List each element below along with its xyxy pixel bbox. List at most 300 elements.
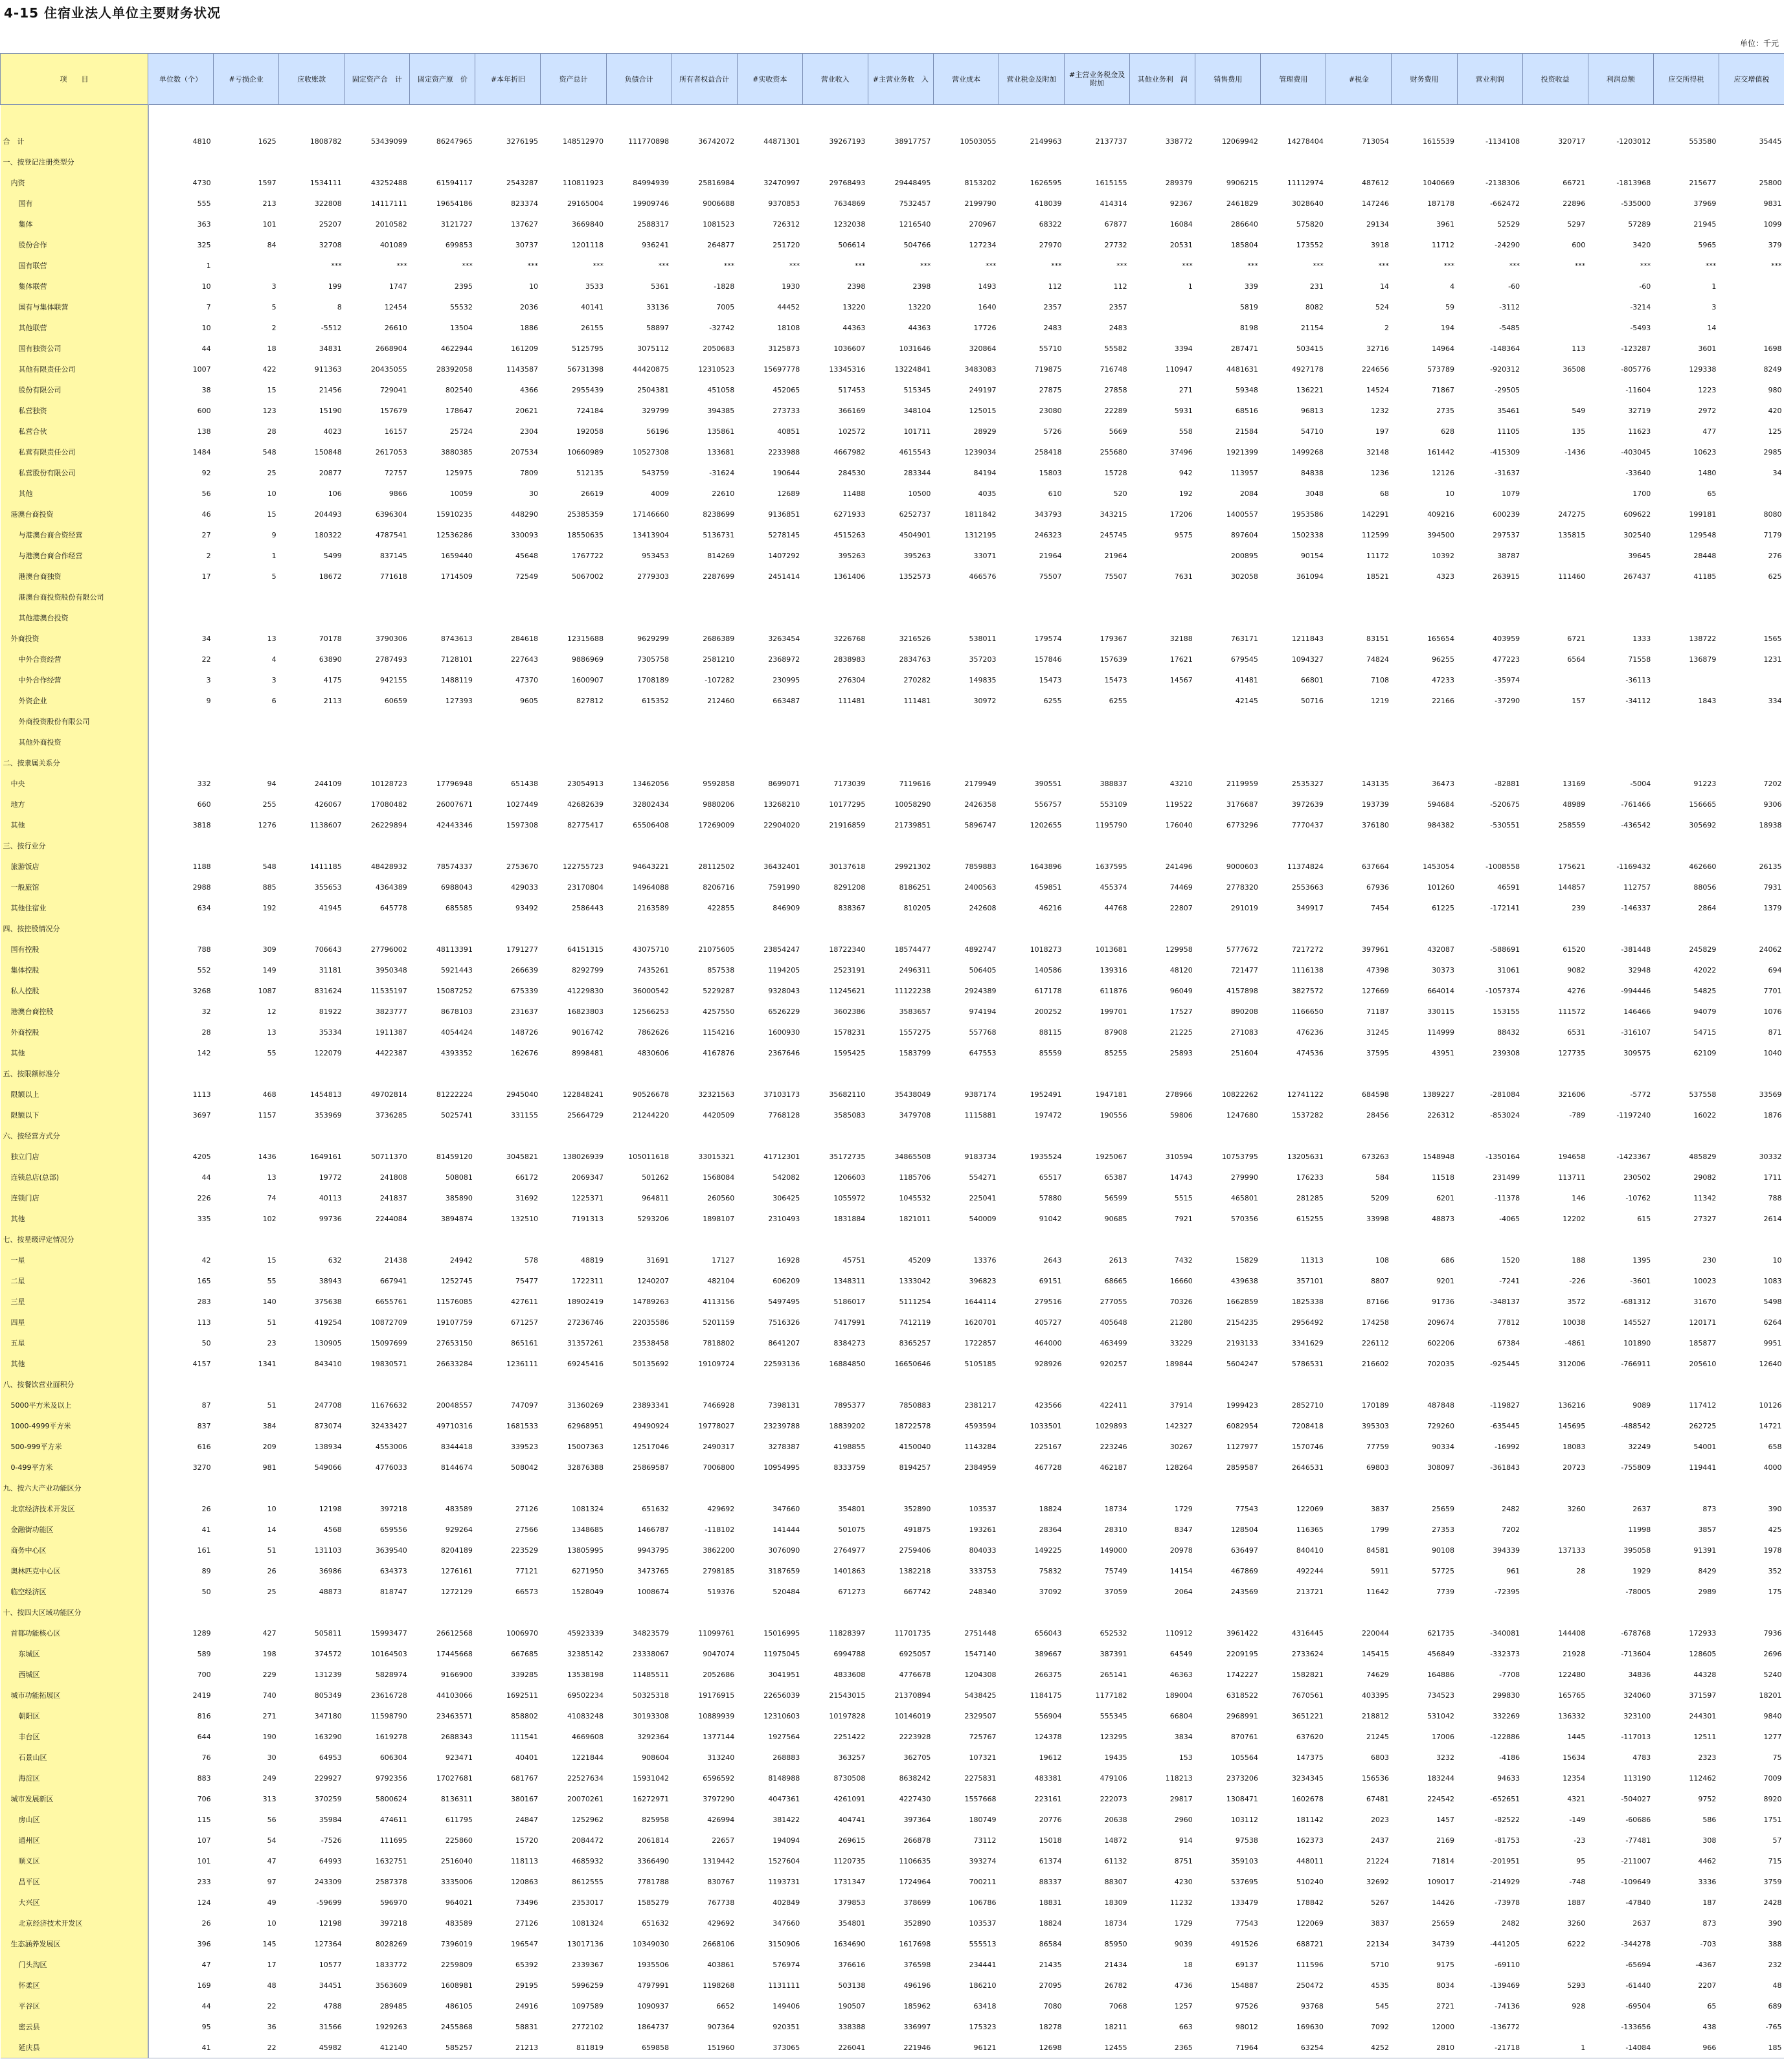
value-cell: 186210 [969, 1981, 997, 1990]
value-cell: 22035586 [633, 1318, 670, 1327]
value-cell: 22289 [1104, 406, 1127, 415]
value-cell: 1953586 [1291, 510, 1324, 519]
value-cell: 75 [1772, 1753, 1782, 1762]
value-cell: 332269 [1493, 1711, 1520, 1720]
value-cell: 242608 [969, 903, 997, 912]
value-cell: 266639 [510, 965, 538, 974]
value-cell: 9592858 [703, 779, 735, 788]
value-cell: 133479 [1230, 1898, 1258, 1907]
value-cell: 172933 [1689, 1628, 1717, 1638]
value-cell: 5996259 [572, 1981, 604, 1990]
value-cell: 50 [201, 1587, 211, 1596]
value-cell: 29195 [515, 1981, 538, 1990]
value-cell: 3234345 [1291, 1774, 1324, 1783]
value-cell: 21434 [1104, 1960, 1127, 1969]
value-cell: 549066 [314, 1463, 342, 1472]
value-cell: 99736 [319, 1214, 342, 1223]
value-cell: 524 [1375, 302, 1389, 311]
value-cell: -4065 [1499, 1214, 1520, 1223]
value-cell: 84581 [1366, 1546, 1389, 1555]
value-cell: 3041951 [768, 1670, 800, 1679]
value-cell: 165654 [1427, 634, 1455, 643]
value-cell: 16928 [777, 1256, 800, 1265]
value-cell: 50325318 [633, 1691, 670, 1700]
value-cell: 136332 [1558, 1711, 1586, 1720]
value-cell: 385890 [445, 1193, 473, 1202]
value-cell: 3669840 [572, 220, 604, 229]
value-cell: 823374 [510, 199, 538, 208]
value-cell: 397218 [379, 1504, 407, 1513]
row-label: 首都功能核心区 [1, 1623, 148, 1643]
value-cell [933, 1478, 999, 1498]
value-cell: 35438049 [894, 1090, 931, 1099]
value-cell [1261, 835, 1326, 856]
value-cell: 349917 [1296, 903, 1324, 912]
value-cell: 1272129 [440, 1587, 473, 1596]
value-cell: 10 [267, 489, 277, 498]
value-cell: 55 [267, 1276, 277, 1285]
value-cell: 3857 [1698, 1525, 1717, 1534]
value-cell [606, 607, 672, 628]
value-cell: 213721 [1296, 1587, 1324, 1596]
value-cell: 32 [201, 1007, 211, 1016]
value-cell [1130, 545, 1195, 566]
value-cell: 279990 [1230, 1173, 1258, 1182]
value-cell: 25 [267, 1587, 277, 1596]
value-cell: 28 [1576, 1566, 1586, 1575]
value-cell: 1831884 [833, 1214, 866, 1223]
empty-cell [410, 105, 475, 131]
value-cell: 36000542 [633, 986, 670, 995]
value-cell: 101 [197, 1856, 211, 1865]
value-cell: 34739 [1432, 1939, 1455, 1948]
value-cell: 68322 [1039, 220, 1062, 229]
value-cell: 15473 [1039, 675, 1062, 684]
value-cell: 149000 [1100, 1546, 1127, 1555]
value-cell: 1341 [258, 1359, 277, 1368]
value-cell: 273733 [773, 406, 800, 415]
value-cell [344, 1374, 410, 1395]
value-cell: 20621 [515, 406, 538, 415]
value-cell: 15697778 [763, 365, 800, 374]
value-cell: 611876 [1100, 986, 1127, 995]
value-cell [1130, 1478, 1195, 1498]
value-cell [606, 1602, 672, 1623]
value-cell: 22134 [1366, 1939, 1389, 1948]
value-cell: 246323 [1034, 530, 1062, 539]
value-cell: 190556 [1100, 1110, 1127, 1120]
value-cell: 2581210 [703, 655, 735, 664]
value-cell: 64993 [319, 1856, 342, 1865]
value-cell: 2613 [1109, 1256, 1127, 1265]
value-cell: 1927564 [768, 1732, 800, 1741]
value-cell [606, 752, 672, 773]
value-cell: 18722340 [829, 945, 866, 954]
value-cell [1653, 152, 1719, 172]
row-label: 七、按星级评定情况分 [1, 1229, 148, 1250]
table-row [1, 1913, 1784, 1933]
value-cell: 2084472 [572, 1836, 604, 1845]
value-cell: 33071 [973, 551, 997, 560]
table-row [1, 1623, 1784, 1643]
value-cell: -172141 [1490, 903, 1520, 912]
value-cell [1522, 483, 1588, 504]
value-cell [410, 732, 475, 752]
value-cell: 30972 [973, 696, 997, 705]
value-cell: 18839202 [829, 1421, 866, 1430]
value-cell: 14278404 [1287, 137, 1324, 146]
value-cell: 4 [271, 655, 277, 664]
table-row [1, 980, 1784, 1001]
table-row [1, 1167, 1784, 1188]
value-cell: 3232 [1436, 1753, 1455, 1762]
value-cell: 1 [271, 551, 277, 560]
value-cell: 802540 [445, 385, 473, 394]
value-cell [1130, 317, 1195, 338]
value-cell: 397218 [379, 1919, 407, 1928]
value-cell: 3 [271, 675, 277, 684]
value-cell: 179367 [1100, 634, 1127, 643]
table-row [1, 2037, 1784, 2058]
value-cell: -1813968 [1616, 178, 1651, 187]
value-cell [1195, 1374, 1261, 1395]
value-cell: 16823803 [567, 1007, 604, 1016]
value-cell: 7634869 [833, 199, 866, 208]
value-cell: 157 [1572, 696, 1586, 705]
value-cell [672, 732, 737, 752]
value-cell: 388837 [1100, 779, 1127, 788]
value-cell: 189004 [1165, 1691, 1193, 1700]
column-header: 所有者权益合计 [672, 54, 737, 105]
value-cell [1130, 918, 1195, 939]
table-row [1, 255, 1784, 276]
value-cell: 258559 [1558, 820, 1586, 829]
value-cell: 281285 [1296, 1193, 1324, 1202]
value-cell: 501262 [642, 1173, 670, 1182]
value-cell: 50711370 [370, 1152, 407, 1161]
value-cell [410, 711, 475, 732]
table-row [1, 1042, 1784, 1063]
value-cell: 39645 [1628, 551, 1651, 560]
value-cell: 9328043 [768, 986, 800, 995]
value-cell: 3834 [1174, 1732, 1193, 1741]
value-cell: 1013681 [1095, 945, 1127, 954]
value-cell: 96813 [1300, 406, 1324, 415]
value-cell: 6271933 [833, 510, 866, 519]
value-cell [672, 1125, 737, 1146]
table-row [1, 1602, 1784, 1623]
value-cell: 9906215 [1226, 178, 1258, 187]
value-cell: 103537 [969, 1504, 997, 1513]
value-cell: 2838983 [833, 655, 866, 664]
value-cell: 4227430 [899, 1794, 931, 1803]
value-cell: 1232038 [833, 220, 866, 229]
value-cell: -755809 [1621, 1463, 1651, 1472]
value-cell: 5515 [1174, 1193, 1193, 1202]
value-cell [933, 152, 999, 172]
value-cell: 138 [197, 427, 211, 436]
value-cell: 1947181 [1095, 1090, 1127, 1099]
value-cell: 19772 [319, 1173, 342, 1182]
value-cell: 7781788 [637, 1877, 670, 1886]
value-cell: 165765 [1558, 1691, 1586, 1700]
value-cell: *** [593, 261, 604, 270]
value-cell: *** [1705, 261, 1717, 270]
value-cell: 122069 [1296, 1919, 1324, 1928]
value-cell [410, 1229, 475, 1250]
value-cell: 467728 [1034, 1463, 1062, 1472]
value-cell: 247708 [314, 1401, 342, 1410]
row-label: 六、按经营方式分 [1, 1125, 148, 1146]
value-cell: 101890 [1623, 1338, 1651, 1347]
value-cell: 686 [1441, 1256, 1455, 1265]
value-cell: 6252737 [899, 510, 931, 519]
value-cell [475, 1063, 541, 1084]
value-cell: 23239788 [763, 1421, 800, 1430]
value-cell: 1236111 [506, 1359, 538, 1368]
value-cell: 16884850 [829, 1359, 866, 1368]
value-cell: 169630 [1296, 2022, 1324, 2031]
value-cell: 810205 [903, 903, 931, 912]
value-cell: 873 [1702, 1919, 1717, 1928]
value-cell: 245745 [1100, 530, 1127, 539]
value-cell: 85255 [1104, 1048, 1127, 1057]
value-cell: 688721 [1296, 1939, 1324, 1948]
value-cell [1392, 1229, 1457, 1250]
value-cell: 10 [267, 1504, 277, 1513]
value-cell: 13205631 [1287, 1152, 1324, 1161]
value-cell: 226041 [802, 2037, 868, 2058]
table-row [1, 338, 1784, 359]
value-cell: 600239 [1493, 510, 1520, 519]
value-cell: 224656 [1361, 365, 1389, 374]
value-cell: 371597 [1689, 1691, 1717, 1700]
value-cell: 576974 [773, 1960, 800, 1969]
column-header: 投资收益 [1522, 54, 1588, 105]
value-cell: *** [462, 261, 473, 270]
value-cell: 4797991 [637, 1981, 670, 1990]
value-cell: 28456 [1366, 1110, 1389, 1120]
value-cell: *** [1247, 261, 1258, 270]
value-cell: -1057374 [1485, 986, 1520, 995]
value-cell: 48 [1772, 1981, 1782, 1990]
value-cell: 45209 [908, 1256, 931, 1265]
value-cell: 57289 [1628, 220, 1651, 229]
value-cell: -415309 [1490, 447, 1520, 456]
value-cell: 4009 [651, 489, 670, 498]
value-cell: -3112 [1499, 302, 1520, 311]
value-cell: 384 [262, 1421, 277, 1430]
value-cell: 1714509 [440, 572, 473, 581]
value-cell: 1935524 [1030, 1152, 1062, 1161]
value-cell: 403959 [1493, 634, 1520, 643]
value-cell: -16992 [1495, 1442, 1520, 1451]
value-cell [1653, 587, 1719, 607]
value-cell: 173552 [1296, 240, 1324, 249]
value-cell [1588, 711, 1653, 732]
value-cell: 25659 [1432, 1504, 1455, 1513]
value-cell: 77759 [1366, 1442, 1389, 1451]
table-row [1, 1933, 1784, 1954]
value-cell: 226312 [1427, 1110, 1455, 1120]
row-label: 其他港澳台投资 [1, 607, 148, 628]
value-cell: 825958 [642, 1815, 670, 1824]
value-cell [1326, 1125, 1392, 1146]
row-label: 500-999平方米 [1, 1436, 148, 1457]
value-cell [344, 587, 410, 607]
value-cell: 32470997 [763, 178, 800, 187]
value-cell: *** [1443, 261, 1455, 270]
value-cell: 44871301 [763, 137, 800, 146]
value-cell: 31360269 [567, 1401, 604, 1410]
value-cell: 94633 [1497, 1774, 1520, 1783]
row-label: 国有与集体联营 [1, 297, 148, 317]
column-header: #亏损企业 [214, 54, 279, 105]
value-cell: 15 [267, 1256, 277, 1265]
row-label: 集体控股 [1, 960, 148, 980]
value-cell: 508042 [510, 1463, 538, 1472]
value-cell: 1113 [192, 1090, 211, 1099]
value-cell [999, 607, 1065, 628]
value-cell: 429692 [707, 1504, 735, 1513]
value-cell: 5293206 [637, 1214, 670, 1223]
value-cell: 4833608 [833, 1670, 866, 1679]
value-cell: 149406 [773, 2001, 800, 2010]
empty-cell [802, 105, 868, 131]
value-cell: 10023 [1693, 1276, 1717, 1285]
value-cell [999, 1125, 1065, 1146]
value-cell: 112 [1048, 282, 1062, 291]
value-cell: 91042 [1039, 1214, 1062, 1223]
value-cell [999, 711, 1065, 732]
unit-label: 单位：千元 [1739, 39, 1779, 48]
value-cell: 2483 [1043, 323, 1062, 332]
value-cell: 6803 [1370, 1753, 1389, 1762]
value-cell [344, 732, 410, 752]
value-cell: 161 [197, 1546, 211, 1555]
value-cell [475, 1125, 541, 1146]
value-cell [1326, 711, 1392, 732]
value-cell [541, 835, 606, 856]
value-cell [1130, 1602, 1195, 1623]
value-cell: *** [1051, 261, 1062, 270]
value-cell [475, 1602, 541, 1623]
value-cell: 4593594 [964, 1421, 997, 1430]
row-label: 旅游饭店 [1, 856, 148, 877]
column-header: 应收账款 [279, 54, 344, 105]
value-cell [672, 1602, 737, 1623]
value-cell: 27095 [1039, 1981, 1062, 1990]
value-cell: 9089 [1632, 1401, 1651, 1410]
value-cell: 5067002 [572, 572, 604, 581]
value-cell: 2643 [1043, 1256, 1062, 1265]
value-cell [344, 835, 410, 856]
value-cell: 176040 [1165, 820, 1193, 829]
value-cell: 4615543 [899, 447, 931, 456]
value-cell: 920257 [1100, 1359, 1127, 1368]
row-label: 三星 [1, 1291, 148, 1312]
value-cell: 101711 [903, 427, 931, 436]
value-cell: 763171 [1230, 634, 1258, 643]
value-cell [1392, 1478, 1457, 1498]
value-cell [672, 918, 737, 939]
value-cell [1392, 152, 1457, 172]
value-cell: 5800624 [375, 1794, 407, 1803]
value-cell: 156536 [1361, 1774, 1389, 1783]
value-cell [1653, 1602, 1719, 1623]
value-cell: 25664729 [567, 1110, 604, 1120]
value-cell: 23463571 [436, 1711, 473, 1720]
value-cell: 339285 [510, 1670, 538, 1679]
value-cell: 8920 [1763, 1794, 1782, 1803]
value-cell: 18574477 [894, 945, 931, 954]
table-row [1, 1395, 1784, 1415]
value-cell: 907364 [707, 2022, 735, 2031]
row-label: 外商投资 [1, 628, 148, 649]
value-cell: 106 [328, 489, 342, 498]
value-cell: 395058 [1623, 1546, 1651, 1555]
row-label: 连锁总店(总部) [1, 1167, 148, 1188]
value-cell: 57 [1772, 1836, 1782, 1845]
value-cell: 231 [1309, 282, 1324, 291]
value-cell: 39267193 [829, 137, 866, 146]
value-cell: 23080 [1039, 406, 1062, 415]
value-cell: 11828397 [829, 1628, 866, 1638]
value-cell: 192 [262, 903, 277, 912]
value-cell [737, 1602, 802, 1623]
value-cell: 88307 [1104, 1877, 1127, 1886]
value-cell: 984382 [1427, 820, 1455, 829]
value-cell: 3263454 [768, 634, 800, 643]
value-cell: 174258 [1361, 1318, 1389, 1327]
value-cell [148, 918, 214, 939]
value-cell: 225167 [1034, 1442, 1062, 1451]
value-cell: 2400563 [964, 883, 997, 892]
value-cell: 22 [214, 2037, 279, 2058]
value-cell: 2516040 [440, 1856, 473, 1865]
value-cell: 6531 [1567, 1028, 1586, 1037]
value-cell: *** [1182, 261, 1193, 270]
value-cell: -678768 [1621, 1628, 1651, 1638]
value-cell: 4667982 [833, 447, 866, 456]
value-cell: 3602386 [833, 1007, 866, 1016]
value-cell: 1565 [1763, 634, 1782, 643]
value-cell: 31061 [1497, 965, 1520, 974]
row-label: 港澳台商独资 [1, 566, 148, 587]
value-cell: 4261091 [833, 1794, 866, 1803]
value-cell: 36473 [1432, 779, 1455, 788]
value-cell: 1055972 [833, 1193, 866, 1202]
value-cell: -69504 [1625, 2001, 1651, 2010]
value-cell: 343215 [1100, 510, 1127, 519]
value-cell: 9136851 [768, 510, 800, 519]
row-label: 中外合作经营 [1, 670, 148, 690]
value-cell: 3045821 [506, 1152, 538, 1161]
value-cell: -381448 [1621, 945, 1651, 954]
value-cell: 81459120 [436, 1152, 473, 1161]
table-row [1, 545, 1784, 566]
value-cell: 9370853 [768, 199, 800, 208]
value-cell: 4892747 [964, 945, 997, 954]
value-cell: 8186251 [899, 883, 931, 892]
value-cell [1326, 732, 1392, 752]
value-cell: 3533 [585, 282, 604, 291]
value-cell: 1225371 [572, 1193, 604, 1202]
value-cell: 181142 [1296, 1815, 1324, 1824]
value-cell: 2688343 [440, 1732, 473, 1741]
value-cell [410, 587, 475, 607]
table-row [1, 918, 1784, 939]
